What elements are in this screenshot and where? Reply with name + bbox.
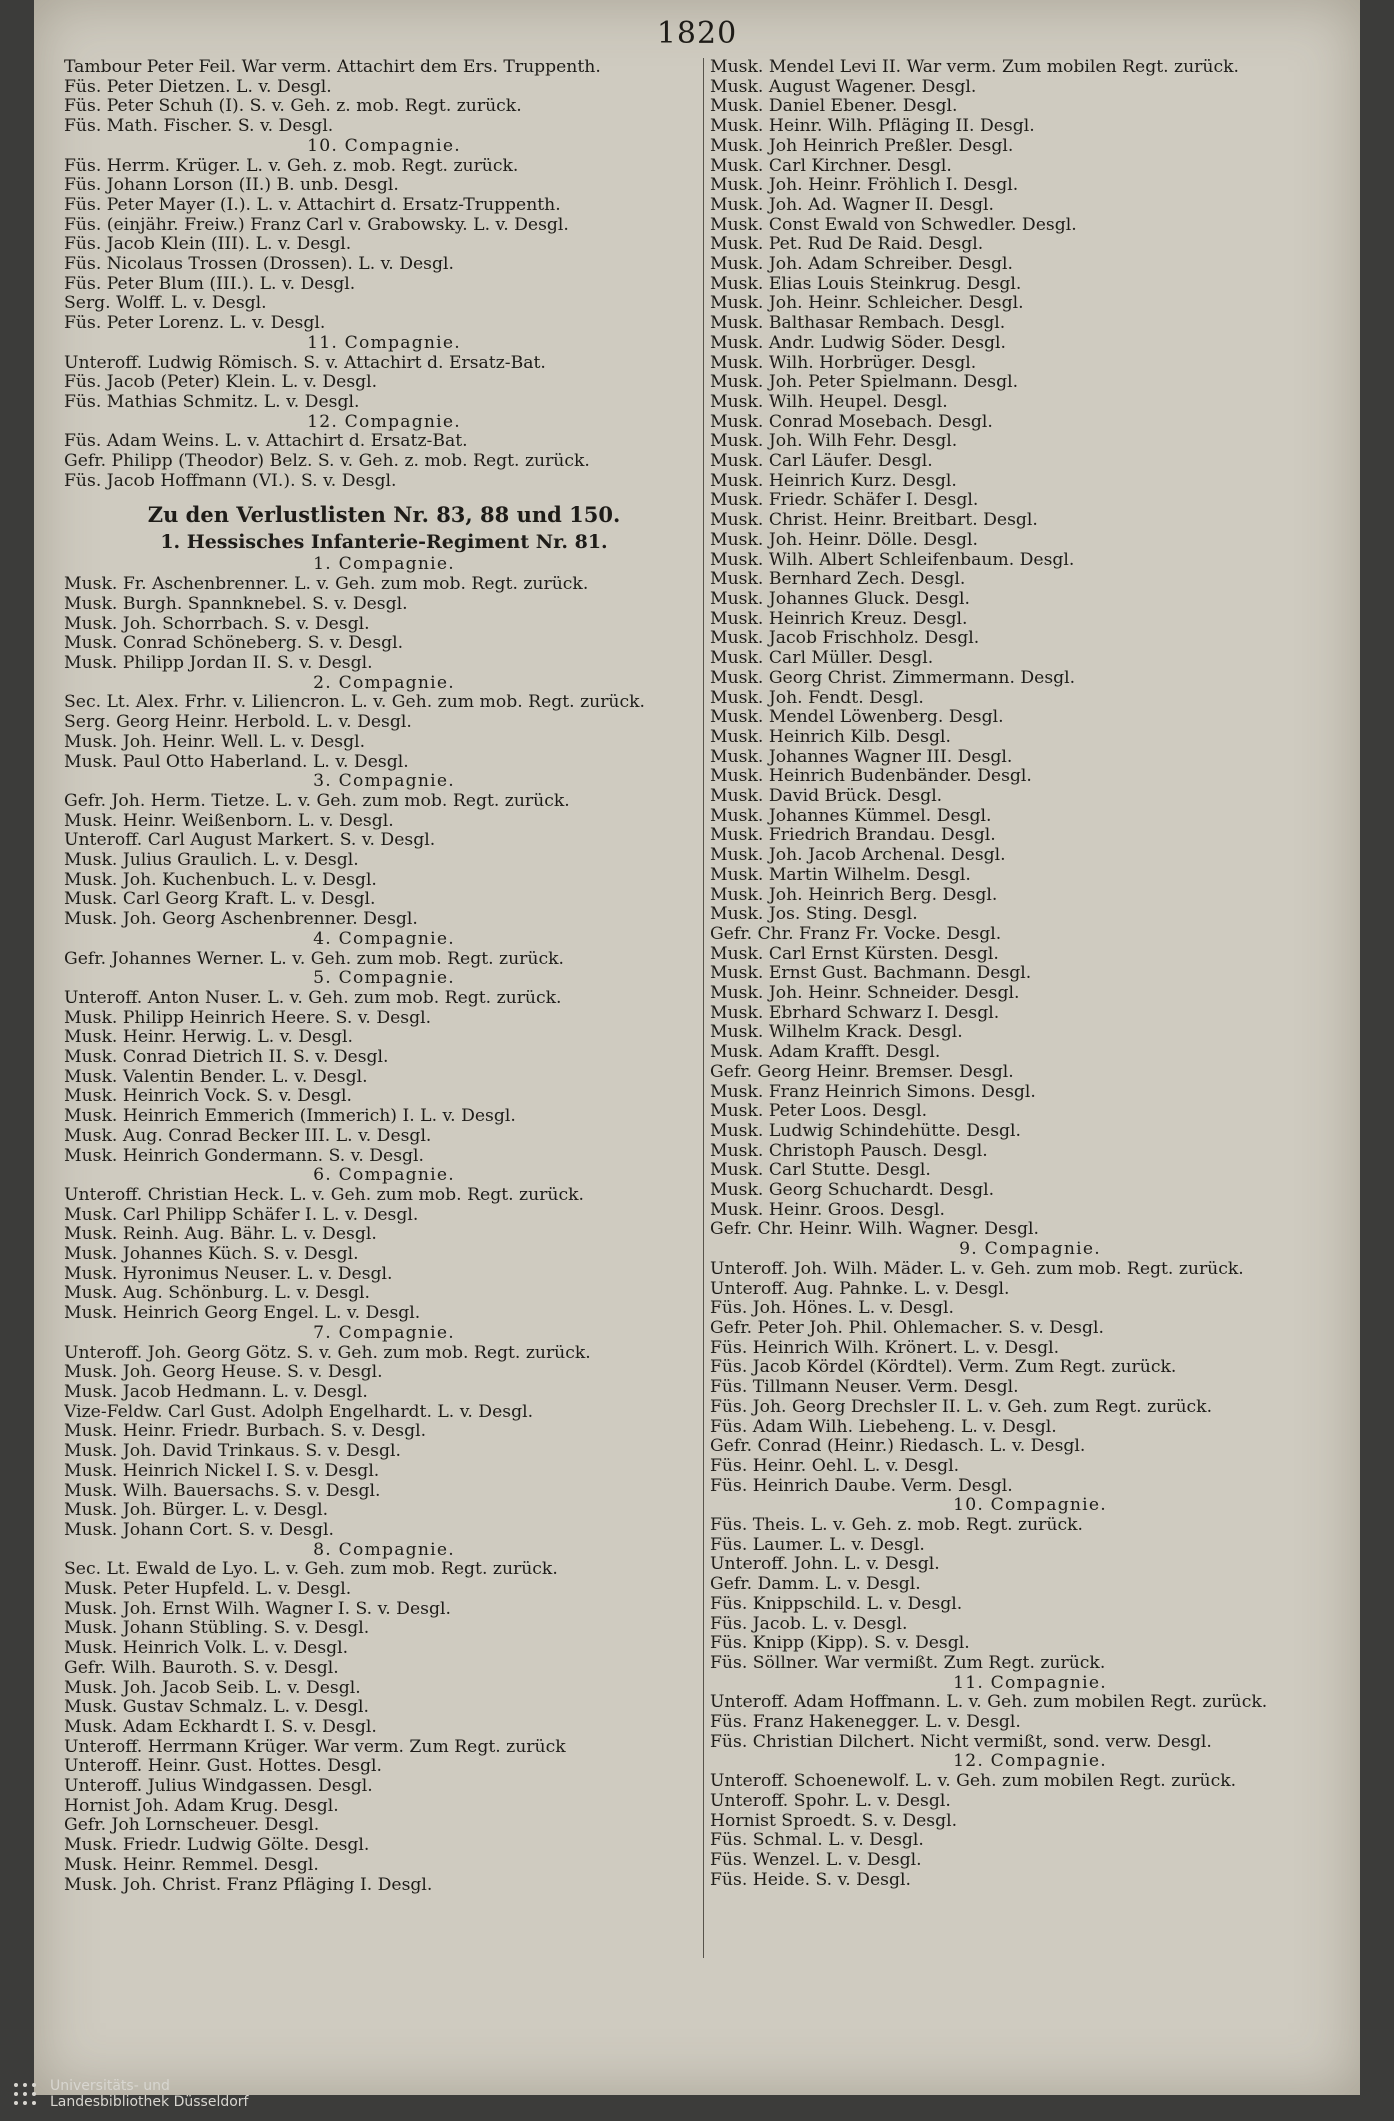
entry-line: Musk. Joh. Adam Schreiber. Desgl. (710, 255, 1014, 275)
entry-line: Unteroff. Heinr. Gust. Hottes. Desgl. (64, 1757, 382, 1777)
entry-line: Füs. Schmal. L. v. Desgl. (710, 1831, 924, 1851)
library-line-2: Landesbibliothek Düsseldorf (50, 2094, 249, 2110)
entry-line: Füs. Heinr. Oehl. L. v. Desgl. (710, 1456, 960, 1476)
entry-line: Musk. Valentin Bender. L. v. Desgl. (64, 1067, 368, 1087)
entry-line: Füs. Peter Lorenz. L. v. Desgl. (64, 314, 326, 334)
entry-line: Unteroff. Adam Hoffmann. L. v. Geh. zum mobilen Regt. zurück. (710, 1693, 1268, 1713)
entry-line: Gefr. Chr. Franz Fr. Vocke. Desgl. (710, 924, 1002, 944)
entry-line: Füs. Jacob Hoffmann (VI.). S. v. Desgl. (64, 471, 397, 491)
entry-line: Musk. Heinr. Friedr. Burbach. S. v. Desgl. (64, 1422, 427, 1442)
entry-line: Musk. Peter Loos. Desgl. (710, 1102, 928, 1122)
entry-line: Musk. Joh. David Trinkaus. S. v. Desgl. (64, 1442, 401, 1462)
entry-line: Musk. Heinr. Herwig. L. v. Desgl. (64, 1028, 353, 1048)
entry-line: Musk. David Brück. Desgl. (710, 787, 943, 807)
entry-line: Musk. Joh. Heinr. Fröhlich I. Desgl. (710, 176, 1019, 196)
entry-line: Musk. Joh. Heinr. Well. L. v. Desgl. (64, 732, 366, 752)
company-heading: 6. Compagnie. (313, 1166, 455, 1186)
entry-line: Musk. Heinrich Georg Engel. L. v. Desgl. (64, 1304, 421, 1324)
entry-line: Musk. Conrad Schöneberg. S. v. Desgl. (64, 634, 404, 654)
entry-line: Musk. Jacob Frischholz. Desgl. (710, 629, 980, 649)
entry-line: Musk. Burgh. Spannknebel. S. v. Desgl. (64, 594, 408, 614)
entry-line: Musk. Heinrich Emmerich (Immerich) I. L. v. Desgl. (64, 1107, 516, 1127)
entry-line: Sec. Lt. Ewald de Lyo. L. v. Geh. zum mob. Regt. zurück. (64, 1560, 558, 1580)
entry-line: Füs. Söllner. War vermißt. Zum Regt. zurück. (710, 1653, 1106, 1673)
entry-line: Hornist Joh. Adam Krug. Desgl. (64, 1796, 339, 1816)
entry-line: Gefr. Chr. Heinr. Wilh. Wagner. Desgl. (710, 1220, 1039, 1240)
entry-line: Musk. Joh. Jacob Seib. L. v. Desgl. (64, 1678, 361, 1698)
right-column (710, 58, 1350, 1890)
entry-line: Füs. Jacob Kördel (Kördtel). Verm. Zum Regt. zurück. (710, 1358, 1177, 1378)
entry-line: Musk. Joh. Kuchenbuch. L. v. Desgl. (64, 870, 377, 890)
entry-line: Musk. Carl Stutte. Desgl. (710, 1161, 931, 1181)
entry-line: Gefr. Wilh. Bauroth. S. v. Desgl. (64, 1658, 339, 1678)
entry-line: Tambour Peter Feil. War verm. Attachirt dem Ers. Truppenth. (64, 58, 601, 77)
entry-line: Musk. Daniel Ebener. Desgl. (710, 97, 958, 117)
entry-line: Musk. Joh. Georg Aschenbrenner. Desgl. (64, 910, 418, 930)
entry-line: Musk. Aug. Conrad Becker III. L. v. Desgl. (64, 1126, 432, 1146)
entry-line: Musk. Philipp Jordan II. S. v. Desgl. (64, 653, 373, 673)
entry-line: Füs. Heide. S. v. Desgl. (710, 1870, 911, 1890)
entry-line: Füs. Knipp (Kipp). S. v. Desgl. (710, 1634, 970, 1654)
entry-line: Musk. Johannes Wagner III. Desgl. (710, 747, 1013, 767)
entry-line: Musk. Elias Louis Steinkrug. Desgl. (710, 274, 1022, 294)
company-heading: 1. Compagnie. (313, 555, 455, 575)
entry-line: Musk. Franz Heinrich Simons. Desgl. (710, 1082, 1036, 1102)
entry-line: Füs. Christian Dilchert. Nicht vermißt, sond. verw. Desgl. (710, 1732, 1212, 1752)
entry-line: Unteroff. Ludwig Römisch. S. v. Attachirt d. Ersatz-Bat. (64, 353, 546, 373)
entry-line: Musk. Joh. Heinr. Schleicher. Desgl. (710, 294, 1024, 314)
entry-line: Gefr. Philipp (Theodor) Belz. S. v. Geh. z. mob. Regt. zurück. (64, 452, 590, 472)
entry-line: Musk. Carl Georg Kraft. L. v. Desgl. (64, 890, 376, 910)
company-heading: 10. Compagnie. (307, 136, 461, 156)
company-heading: 8. Compagnie. (313, 1540, 455, 1560)
library-logo-icon (10, 2079, 40, 2109)
entry-line: Füs. Johann Lorson (II.) B. unb. Desgl. (64, 176, 399, 196)
page-number: 1820 (656, 16, 738, 51)
company-heading: 5. Compagnie. (313, 969, 455, 989)
entry-line: Musk. Mendel Löwenberg. Desgl. (710, 708, 1004, 728)
entry-line: Musk. Heinr. Groos. Desgl. (710, 1200, 945, 1220)
entry-line: Musk. Aug. Schönburg. L. v. Desgl. (64, 1284, 371, 1304)
entry-line: Musk. Christ. Heinr. Breitbart. Desgl. (710, 511, 1038, 531)
company-heading: 9. Compagnie. (959, 1240, 1101, 1260)
entry-line: Musk. Joh. Peter Spielmann. Desgl. (710, 373, 1019, 393)
entry-line: Füs. Adam Wilh. Liebeheng. L. v. Desgl. (710, 1417, 1057, 1437)
library-stamp (10, 2078, 248, 2110)
entry-line: Musk. Joh. Ad. Wagner II. Desgl. (710, 195, 994, 215)
entry-line: Musk. Carl Müller. Desgl. (710, 649, 934, 669)
entry-line: Musk. Wilh. Horbrüger. Desgl. (710, 353, 977, 373)
entry-line: Musk. Joh. Heinr. Schneider. Desgl. (710, 984, 1020, 1004)
entry-line: Musk. Heinrich Budenbänder. Desgl. (710, 767, 1032, 787)
entry-line: Musk. Paul Otto Haberland. L. v. Desgl. (64, 752, 409, 772)
entry-line: Unteroff. Christian Heck. L. v. Geh. zum mob. Regt. zurück. (64, 1185, 584, 1205)
entry-line: Musk. Carl Läufer. Desgl. (710, 452, 933, 472)
entry-line: Serg. Wolff. L. v. Desgl. (64, 294, 267, 314)
entry-line: Füs. Franz Hakenegger. L. v. Desgl. (710, 1713, 1021, 1733)
entry-line: Musk. Mendel Levi II. War verm. Zum mobilen Regt. zurück. (710, 58, 1239, 77)
entry-line: Gefr. Peter Joh. Phil. Ohlemacher. S. v. Desgl. (710, 1319, 1104, 1338)
entry-line: Musk. Joh. Georg Heuse. S. v. Desgl. (64, 1363, 383, 1383)
entry-line: Unteroff. Schoenewolf. L. v. Geh. zum mobilen Regt. zurück. (710, 1772, 1237, 1792)
entry-line: Musk. Bernhard Zech. Desgl. (710, 570, 966, 590)
company-heading: 10. Compagnie. (953, 1496, 1107, 1516)
entry-line: Musk. Conrad Mosebach. Desgl. (710, 412, 993, 432)
entry-line: Unteroff. John. L. v. Desgl. (710, 1555, 940, 1575)
newspaper-page (34, 0, 1360, 2095)
entry-line: Musk. Friedrich Brandau. Desgl. (710, 826, 996, 846)
entry-line: Musk. Heinrich Nickel I. S. v. Desgl. (64, 1461, 380, 1481)
entry-line: Musk. Heinrich Vock. S. v. Desgl. (64, 1087, 352, 1107)
entry-line: Musk. Heinrich Volk. L. v. Desgl. (64, 1639, 349, 1659)
company-heading: 11. Compagnie. (307, 333, 461, 353)
entry-line: Füs. Peter Schuh (I). S. v. Geh. z. mob. Regt. zurück. (64, 97, 522, 117)
entry-line: Unteroff. Anton Nuser. L. v. Geh. zum mob. Regt. zurück. (64, 988, 562, 1008)
entry-line: Füs. Peter Blum (III.). L. v. Desgl. (64, 274, 356, 294)
entry-line: Sec. Lt. Alex. Frhr. v. Liliencron. L. v. Geh. zum mob. Regt. zurück. (64, 693, 645, 713)
entry-line: Musk. Joh. Schorrbach. S. v. Desgl. (64, 614, 370, 634)
company-heading: 7. Compagnie. (313, 1323, 455, 1343)
entry-line: Gefr. Damm. L. v. Desgl. (710, 1575, 921, 1595)
entry-line: Füs. Peter Dietzen. L. v. Desgl. (64, 77, 332, 97)
entry-line: Musk. Johannes Kümmel. Desgl. (710, 806, 992, 826)
entry-line: Musk. Adam Eckhardt I. S. v. Desgl. (64, 1717, 377, 1737)
entry-line: Musk. Conrad Dietrich II. S. v. Desgl. (64, 1048, 389, 1068)
company-heading: 2. Compagnie. (313, 673, 455, 693)
entry-line: Musk. Philipp Heinrich Heere. S. v. Desgl. (64, 1008, 432, 1028)
entry-line: Unteroff. Julius Windgassen. Desgl. (64, 1777, 373, 1797)
entry-line: Unteroff. Spohr. L. v. Desgl. (710, 1791, 951, 1811)
entry-line: Unteroff. Carl August Markert. S. v. Desgl. (64, 831, 436, 851)
entry-line: Musk. Wilhelm Krack. Desgl. (710, 1023, 963, 1043)
entry-line: Füs. Jacob Klein (III). L. v. Desgl. (64, 235, 352, 255)
entry-line: Musk. Const Ewald von Schwedler. Desgl. (710, 215, 1077, 235)
entry-line: Musk. Jos. Sting. Desgl. (710, 905, 918, 925)
entry-line: Füs. (einjähr. Freiw.) Franz Carl v. Grabowsky. L. v. Desgl. (64, 215, 569, 235)
entry-line: Musk. Joh. Heinrich Berg. Desgl. (710, 885, 998, 905)
entry-line: Füs. Nicolaus Trossen (Drossen). L. v. Desgl. (64, 255, 454, 275)
entry-line: Musk. Martin Wilhelm. Desgl. (710, 865, 971, 885)
entry-line: Musk. Georg Schuchardt. Desgl. (710, 1181, 995, 1201)
entry-line: Musk. Wilh. Bauersachs. S. v. Desgl. (64, 1481, 381, 1501)
entry-line: Musk. Carl Philipp Schäfer I. L. v. Desgl. (64, 1205, 419, 1225)
entry-line: Musk. Ernst Gust. Bachmann. Desgl. (710, 964, 1032, 984)
entry-line: Musk. Pet. Rud De Raid. Desgl. (710, 235, 984, 255)
entry-line: Musk. Johannes Küch. S. v. Desgl. (64, 1245, 359, 1265)
company-heading: 4. Compagnie. (313, 929, 455, 949)
entry-line: Musk. Joh Heinrich Preßler. Desgl. (710, 136, 1014, 156)
entry-line: Musk. Heinrich Kurz. Desgl. (710, 471, 957, 491)
entry-line: Musk. Heinrich Gondermann. S. v. Desgl. (64, 1146, 424, 1166)
entry-line: Musk. Heinrich Kreuz. Desgl. (710, 609, 968, 629)
entry-line: Füs. Jacob (Peter) Klein. L. v. Desgl. (64, 373, 378, 393)
entry-line: Unteroff. Aug. Pahnke. L. v. Desgl. (710, 1279, 1010, 1299)
column-divider (703, 58, 704, 1958)
entry-line: Musk. Reinh. Aug. Bähr. L. v. Desgl. (64, 1225, 377, 1245)
entry-line: Musk. Joh. Fendt. Desgl. (710, 688, 924, 708)
entry-line: Musk. Heinr. Weißenborn. L. v. Desgl. (64, 811, 394, 831)
company-heading: 12. Compagnie. (307, 412, 461, 432)
entry-line: Musk. Gustav Schmalz. L. v. Desgl. (64, 1698, 369, 1718)
entry-line: Füs. Heinrich Wilh. Krönert. L. v. Desgl. (710, 1338, 1060, 1358)
regiment-title: 1. Hessisches Infanterie-Regiment Nr. 81. (160, 531, 608, 554)
library-name (50, 2078, 248, 2110)
entry-line: Musk. Andr. Ludwig Söder. Desgl. (710, 333, 1007, 353)
entry-line: Musk. Heinr. Remmel. Desgl. (64, 1855, 319, 1875)
entry-line: Musk. Wilh. Albert Schleifenbaum. Desgl. (710, 550, 1075, 570)
entry-line: Füs. Heinrich Daube. Verm. Desgl. (710, 1476, 1013, 1496)
company-heading: 12. Compagnie. (953, 1752, 1107, 1772)
entry-line: Hornist Sproedt. S. v. Desgl. (710, 1811, 958, 1831)
entry-line: Füs. Tillmann Neuser. Verm. Desgl. (710, 1378, 1019, 1398)
entry-line: Füs. Laumer. L. v. Desgl. (710, 1535, 925, 1555)
entry-line: Unteroff. Joh. Georg Götz. S. v. Geh. zum mob. Regt. zurück. (64, 1343, 591, 1363)
section-title: Zu den Verlustlisten Nr. 83, 88 und 150. (147, 502, 621, 528)
entry-line: Musk. Joh. Heinr. Dölle. Desgl. (710, 530, 978, 550)
entry-line: Musk. Fr. Aschenbrenner. L. v. Geh. zum mob. Regt. zurück. (64, 575, 589, 595)
entry-line: Musk. Balthasar Rembach. Desgl. (710, 314, 1006, 334)
entry-line: Musk. Julius Graulich. L. v. Desgl. (64, 851, 359, 871)
entry-line: Gefr. Georg Heinr. Bremser. Desgl. (710, 1062, 1014, 1082)
entry-line: Vize-Feldw. Carl Gust. Adolph Engelhardt. L. v. Desgl. (64, 1402, 534, 1422)
entry-line: Musk. Jacob Hedmann. L. v. Desgl. (64, 1383, 368, 1402)
entry-line: Musk. Wilh. Heupel. Desgl. (710, 392, 948, 412)
entry-line: Gefr. Joh Lornscheuer. Desgl. (64, 1816, 320, 1836)
entry-line: Musk. Joh. Wilh Fehr. Desgl. (710, 432, 958, 452)
entry-line: Musk. Carl Ernst Kürsten. Desgl. (710, 944, 999, 964)
entry-line: Füs. Peter Mayer (I.). L. v. Attachirt d. Ersatz-Truppenth. (64, 195, 561, 215)
entry-line: Musk. August Wagener. Desgl. (710, 77, 977, 97)
entry-line: Musk. Friedr. Ludwig Gölte. Desgl. (64, 1836, 370, 1856)
entry-line: Musk. Johannes Gluck. Desgl. (710, 589, 970, 609)
entry-line: Musk. Hyronimus Neuser. L. v. Desgl. (64, 1264, 393, 1284)
entry-line: Füs. Mathias Schmitz. L. v. Desgl. (64, 392, 360, 412)
entry-line: Musk. Carl Kirchner. Desgl. (710, 156, 952, 176)
entry-line: Musk. Georg Christ. Zimmermann. Desgl. (710, 668, 1076, 688)
company-heading: 3. Compagnie. (313, 772, 455, 792)
entry-line: Gefr. Joh. Herm. Tietze. L. v. Geh. zum mob. Regt. zurück. (64, 791, 570, 811)
entry-line: Füs. Theis. L. v. Geh. z. mob. Regt. zurück. (710, 1516, 1083, 1536)
entry-line: Füs. Joh. Hönes. L. v. Desgl. (710, 1299, 954, 1319)
entry-line: Musk. Heinr. Wilh. Pfläging II. Desgl. (710, 117, 1035, 137)
entry-line: Füs. Jacob. L. v. Desgl. (710, 1614, 908, 1634)
entry-line: Gefr. Johannes Werner. L. v. Geh. zum mob. Regt. zurück. (64, 949, 564, 969)
entry-line: Musk. Joh. Christ. Franz Pfläging I. Desgl. (64, 1875, 433, 1895)
entry-line: Füs. Math. Fischer. S. v. Desgl. (64, 117, 334, 137)
entry-line: Musk. Johann Stübling. S. v. Desgl. (64, 1619, 370, 1639)
entry-line: Unteroff. Joh. Wilh. Mäder. L. v. Geh. zum mob. Regt. zurück. (710, 1259, 1244, 1279)
entry-line: Serg. Georg Heinr. Herbold. L. v. Desgl. (64, 713, 412, 733)
entry-line: Unteroff. Herrmann Krüger. War verm. Zum Regt. zurück (64, 1737, 566, 1757)
entry-line: Musk. Joh. Bürger. L. v. Desgl. (64, 1501, 329, 1521)
entry-line: Musk. Christoph Pausch. Desgl. (710, 1141, 988, 1161)
entry-line: Musk. Johann Cort. S. v. Desgl. (64, 1520, 334, 1540)
entry-line: Füs. Knippschild. L. v. Desgl. (710, 1594, 963, 1614)
entry-line: Musk. Friedr. Schäfer I. Desgl. (710, 491, 979, 511)
entry-line: Musk. Ludwig Schindehütte. Desgl. (710, 1121, 1021, 1141)
entry-line: Musk. Joh. Jacob Archenal. Desgl. (710, 846, 1006, 866)
entry-line: Füs. Herrm. Krüger. L. v. Geh. z. mob. Regt. zurück. (64, 156, 519, 176)
entry-line: Musk. Adam Krafft. Desgl. (710, 1043, 941, 1063)
entry-line: Füs. Joh. Georg Drechsler II. L. v. Geh. zum Regt. zurück. (710, 1397, 1213, 1417)
entry-line: Musk. Peter Hupfeld. L. v. Desgl. (64, 1580, 352, 1600)
entry-line: Füs. Wenzel. L. v. Desgl. (710, 1850, 922, 1870)
library-line-1: Universitäts- und (50, 2078, 170, 2094)
company-heading: 11. Compagnie. (953, 1673, 1107, 1693)
entry-line: Musk. Joh. Ernst Wilh. Wagner I. S. v. Desgl. (64, 1599, 451, 1619)
left-column (64, 58, 704, 1895)
entry-line: Gefr. Conrad (Heinr.) Riedasch. L. v. Desgl. (710, 1437, 1086, 1457)
entry-line: Musk. Ebrhard Schwarz I. Desgl. (710, 1003, 1000, 1023)
entry-line: Füs. Adam Weins. L. v. Attachirt d. Ersatz-Bat. (64, 432, 468, 452)
entry-line: Musk. Heinrich Kilb. Desgl. (710, 727, 951, 747)
